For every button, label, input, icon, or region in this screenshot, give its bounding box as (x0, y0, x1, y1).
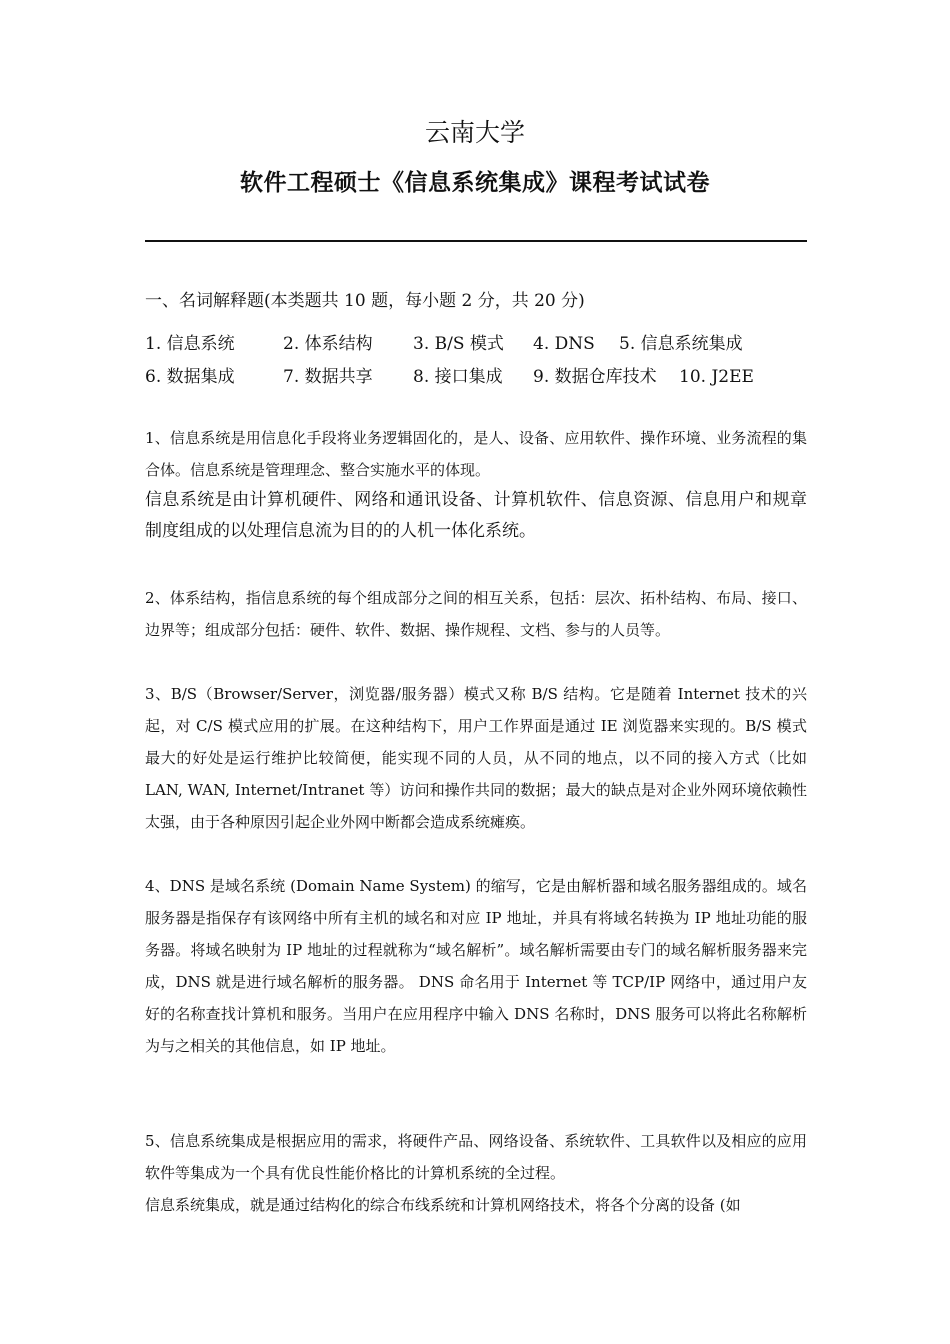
answer-3-paragraph: 3、B/S（Browser/Server，浏览器/服务器）模式又称 B/S 结构。它是随着 Internet 技术的兴起，对 C/S 模式应用的扩展。在这种结构下，用户工作界面是通过 IE 浏览器来实现的。B/S 模式最大的好处是运行维护比较简便，能实现不同的人员，从不同的地点，以不同的接入方式（比如 LAN, WAN, Internet/Intranet 等）访问和操作共同的数据；最大的缺点是对企业外网环境依赖性太强，由于各种原因引起企业外网中断都会造成系统瘫痪。 (145, 685, 807, 831)
answer-4-paragraph: 4、DNS 是域名系统 (Domain Name System) 的缩写，它是由解析器和域名服务器组成的。域名服务器是指保存有该网络中所有主机的域名和对应 IP 地址，并具有将域名转换为 IP 地址功能的服务器。将域名映射为 IP 地址的过程就称为“域名解析”。域名解析需要由专门的域名解析服务器来完成，DNS 就是进行域名解析的服务器。 DNS 命名用于 Internet 等 TCP/IP 网络中，通过用户友好的名称查找计算机和服务。当用户在应用程序中输入 DNS 名称时，DNS 服务可以将此名称解析为与之相关的其他信息，如 IP 地址。 (145, 877, 807, 1055)
term-item: 4. DNS (533, 334, 595, 354)
answer-2-paragraph: 2、体系结构，指信息系统的每个组成部分之间的相互关系，包括：层次、拓朴结构、布局、接口、边界等；组成部分包括：硬件、软件、数据、操作规程、文档、参与的人员等。 (145, 589, 807, 639)
term-item: 9. 数据仓库技术 (533, 367, 657, 387)
university-name: 云南大学 (424, 118, 525, 147)
terms-row-2 (145, 362, 807, 387)
term-item: 7. 数据共享 (283, 367, 373, 387)
answer-1-paragraph-2: 信息系统是由计算机硬件、网络和通讯设备、计算机软件、信息资源、信息用户和规章制度组成的以处理信息流为目的的人机一体化系统。 (145, 490, 807, 541)
exam-title: 软件工程硕士《信息系统集成》课程考试试卷 (240, 170, 710, 196)
term-item: 10. J2EE (679, 367, 754, 387)
section-heading: 一、名词解释题(本类题共 10 题，每小题 2 分，共 20 分) (145, 291, 585, 311)
title-divider (145, 240, 807, 242)
term-item: 3. B/S 模式 (413, 334, 504, 354)
answer-5-paragraph-2: 信息系统集成，就是通过结构化的综合布线系统和计算机网络技术，将各个分离的设备 (如 (145, 1196, 741, 1214)
term-item: 8. 接口集成 (413, 367, 503, 387)
term-item: 6. 数据集成 (145, 367, 235, 387)
term-item: 5. 信息系统集成 (619, 334, 743, 354)
term-item: 2. 体系结构 (283, 334, 373, 354)
answer-1-paragraph-1: 1、信息系统是用信息化手段将业务逻辑固化的，是人、设备、应用软件、操作环境、业务流程的集合体。信息系统是管理理念、整合实施水平的体现。 (145, 429, 807, 479)
term-item: 1. 信息系统 (145, 334, 235, 354)
terms-row-1 (145, 329, 807, 354)
answer-5-paragraph-1: 5、信息系统集成是根据应用的需求，将硬件产品、网络设备、系统软件、工具软件以及相应的应用软件等集成为一个具有优良性能价格比的计算机系统的全过程。 (145, 1132, 807, 1182)
